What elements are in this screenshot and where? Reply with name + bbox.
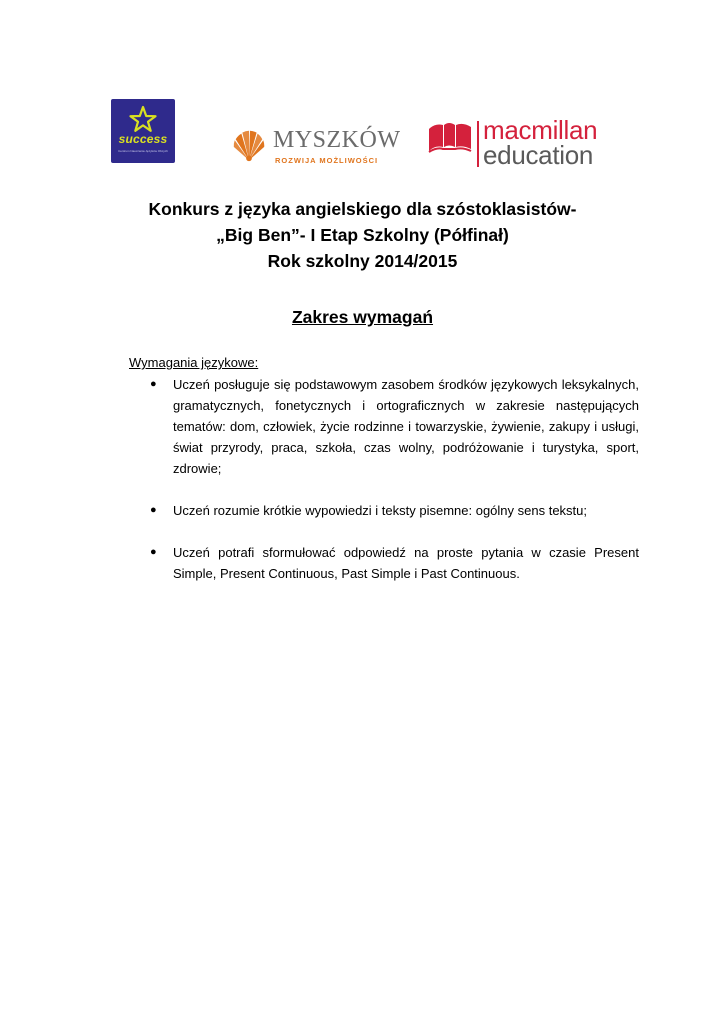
list-item-text: Uczeń rozumie krótkie wypowiedzi i teksty pisemne: ogólny sens tekstu;	[173, 503, 588, 518]
macmillan-logo-line2: education	[483, 140, 594, 170]
macmillan-divider	[477, 121, 479, 167]
success-logo-name: success	[118, 132, 168, 146]
list-item-text: Uczeń potrafi sformułować odpowiedź na proste pytania w czasie Present Simple, Present Continuous, Past Simple i Past Continuous.	[173, 545, 639, 581]
success-logo-subtitle: Centrum Nauczania Języków Obcych	[118, 149, 168, 153]
myszkow-logo-name: MYSZKÓW	[273, 127, 401, 153]
macmillan-logo-line1: macmillan	[483, 115, 598, 145]
shell-icon	[230, 126, 268, 164]
list-item	[150, 542, 639, 584]
star-icon	[111, 99, 175, 135]
myszkow-logo-tagline: ROZWIJA MOŻLIWOŚCI	[275, 156, 379, 165]
title-line-3: Rok szkolny 2014/2015	[267, 251, 458, 271]
section-heading: Zakres wymagań	[291, 307, 434, 327]
title-line-2: „Big Ben”- I Etap Szkolny (Półfinał)	[216, 225, 509, 245]
myszkow-logo	[230, 125, 400, 167]
success-logo	[111, 99, 175, 163]
list-item	[150, 374, 639, 479]
open-book-icon	[427, 121, 473, 155]
requirements-list	[150, 374, 639, 584]
bullet-icon: ●	[150, 546, 157, 558]
title-line-1: Konkurs z języka angielskiego dla szóstoklasistów-	[148, 199, 577, 219]
document-title	[0, 196, 725, 274]
requirements-label: Wymagania językowe:	[129, 355, 259, 370]
list-item-text: Uczeń posługuje się podstawowym zasobem środków językowych leksykalnych, gramatycznych, fonetycznych i ortograficznych w zakresie następujących tematów: dom, człowiek, życie rodzinne i towarzyskie, żywienie, zakupy i usługi, świat przyrody, praca, szkoła, czas wolny, podróżowanie i turystyka, sport, zdrowie;	[173, 377, 639, 476]
bullet-icon: ●	[150, 504, 157, 516]
bullet-icon: ●	[150, 378, 157, 390]
list-item	[150, 500, 639, 521]
macmillan-logo	[427, 115, 617, 170]
